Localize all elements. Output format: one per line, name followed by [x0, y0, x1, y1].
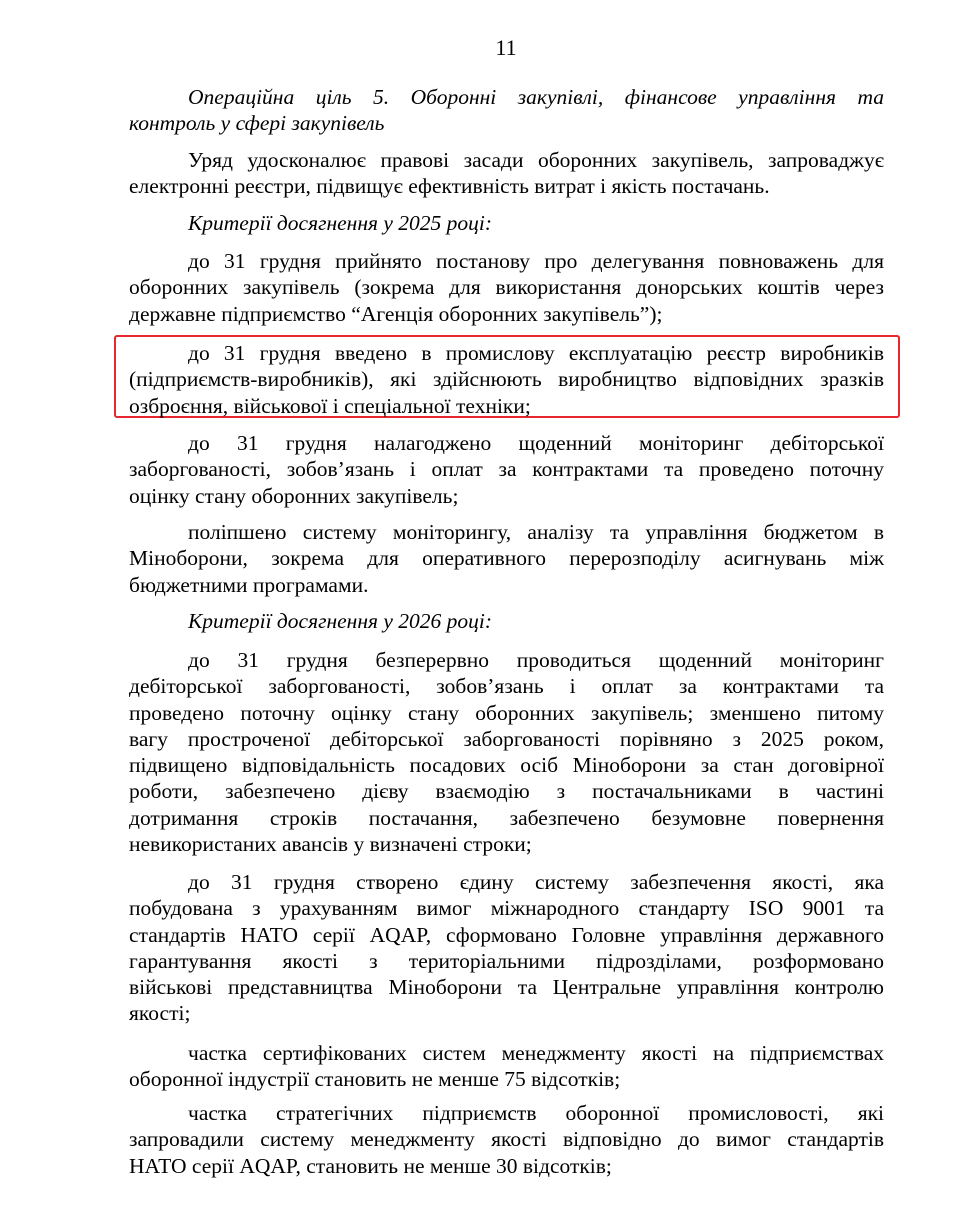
text-line: озброєння, військової і спеціальної техніки;	[129, 393, 531, 418]
paragraph	[129, 519, 884, 598]
text-line: частка сертифікованих систем менеджменту якості на підприємствах	[188, 1041, 884, 1065]
text-line: роботи, забезпечено дієву взаємодію з постачальниками в частині	[129, 779, 884, 804]
text-line: Операційна ціль 5. Оборонні закупівлі, фінансове управління та	[188, 85, 884, 109]
page-number: 11	[495, 35, 517, 60]
text-line: військові представництва Міноборони та Центральне управління контролю	[129, 975, 884, 1000]
text-line: підвищено відповідальність посадових осіб Міноборони за стан договірної	[129, 753, 884, 778]
text-line: запровадили систему менеджменту якості відповідно до вимог стандартів	[129, 1127, 884, 1152]
paragraph	[129, 430, 884, 509]
section-heading	[129, 84, 884, 137]
text-line: НАТО серії AQAP, становить не менше 30 відсотків;	[129, 1153, 612, 1178]
text-line: до 31 грудня прийнято постанову про делегування повноважень для	[188, 249, 884, 273]
text-line: (підприємств-виробників), які здійснюють виробництво відповідних зразків	[129, 367, 884, 392]
text-line: частка стратегічних підприємств оборонної промисловості, які	[188, 1101, 884, 1125]
text-line: до 31 грудня введено в промислову експлуатацію реєстр виробників	[188, 341, 884, 365]
paragraph	[129, 147, 884, 200]
paragraph	[129, 248, 884, 327]
text-line: Міноборони, зокрема для оперативного перерозподілу асигнувань між	[129, 546, 884, 571]
text-line: невикористаних авансів у визначені строки;	[129, 832, 532, 857]
paragraph	[129, 647, 884, 857]
text-line: стандартів НАТО серії AQAP, сформовано Головне управління державного	[129, 922, 884, 947]
text-line: поліпшено систему моніторингу, аналізу та управління бюджетом в	[188, 520, 884, 544]
text-line: до 31 грудня безперервно проводиться щоденний моніторинг	[188, 648, 884, 672]
text-line: до 31 грудня налагоджено щоденний моніторинг дебіторської	[188, 431, 884, 455]
text-line: гарантування якості з територіальними підрозділами, розформовано	[129, 948, 884, 973]
text-line: вагу простроченої дебіторської заборгованості порівняно з 2025 роком,	[129, 726, 884, 751]
text-line: оборонної індустрії становить не менше 75 відсотків;	[129, 1067, 621, 1092]
text-line: побудована з урахуванням вимог міжнародного стандарту ISO 9001 та	[129, 896, 884, 921]
text-line: державне підприємство “Агенція оборонних закупівель”);	[129, 301, 663, 326]
text-line: Критерії досягнення у 2026 році:	[188, 609, 493, 633]
text-line: оцінку стану оборонних закупівель;	[129, 483, 459, 508]
text-line: якості;	[129, 1001, 191, 1026]
text-line: бюджетними програмами.	[129, 572, 369, 597]
text-line: дотримання строків постачання, забезпечено безумовне повернення	[129, 805, 884, 830]
text-line: оборонних закупівель (зокрема для використання донорських коштів через	[129, 275, 884, 300]
paragraph	[129, 1100, 884, 1179]
text-line: контроль у сфері закупівель	[129, 111, 385, 136]
section-heading	[129, 210, 884, 236]
text-line: електронні реєстри, підвищує ефективність витрат і якість постачань.	[129, 174, 770, 199]
text-line: проведено поточну оцінку стану оборонних закупівель; зменшено питому	[129, 700, 884, 725]
paragraph	[129, 1040, 884, 1093]
text-line: заборгованості, зобов’язань і оплат за контрактами та проведено поточну	[129, 457, 884, 482]
paragraph-highlighted	[129, 340, 884, 419]
section-heading	[129, 608, 884, 634]
paragraph	[129, 869, 884, 1027]
text-line: Уряд удосконалює правові засади оборонних закупівель, запроваджує	[188, 148, 884, 172]
text-line: до 31 грудня створено єдину систему забезпечення якості, яка	[188, 870, 884, 894]
text-line: Критерії досягнення у 2025 році:	[188, 211, 493, 235]
text-line: дебіторської заборгованості, зобов’язань і оплат за контрактами та	[129, 674, 884, 699]
